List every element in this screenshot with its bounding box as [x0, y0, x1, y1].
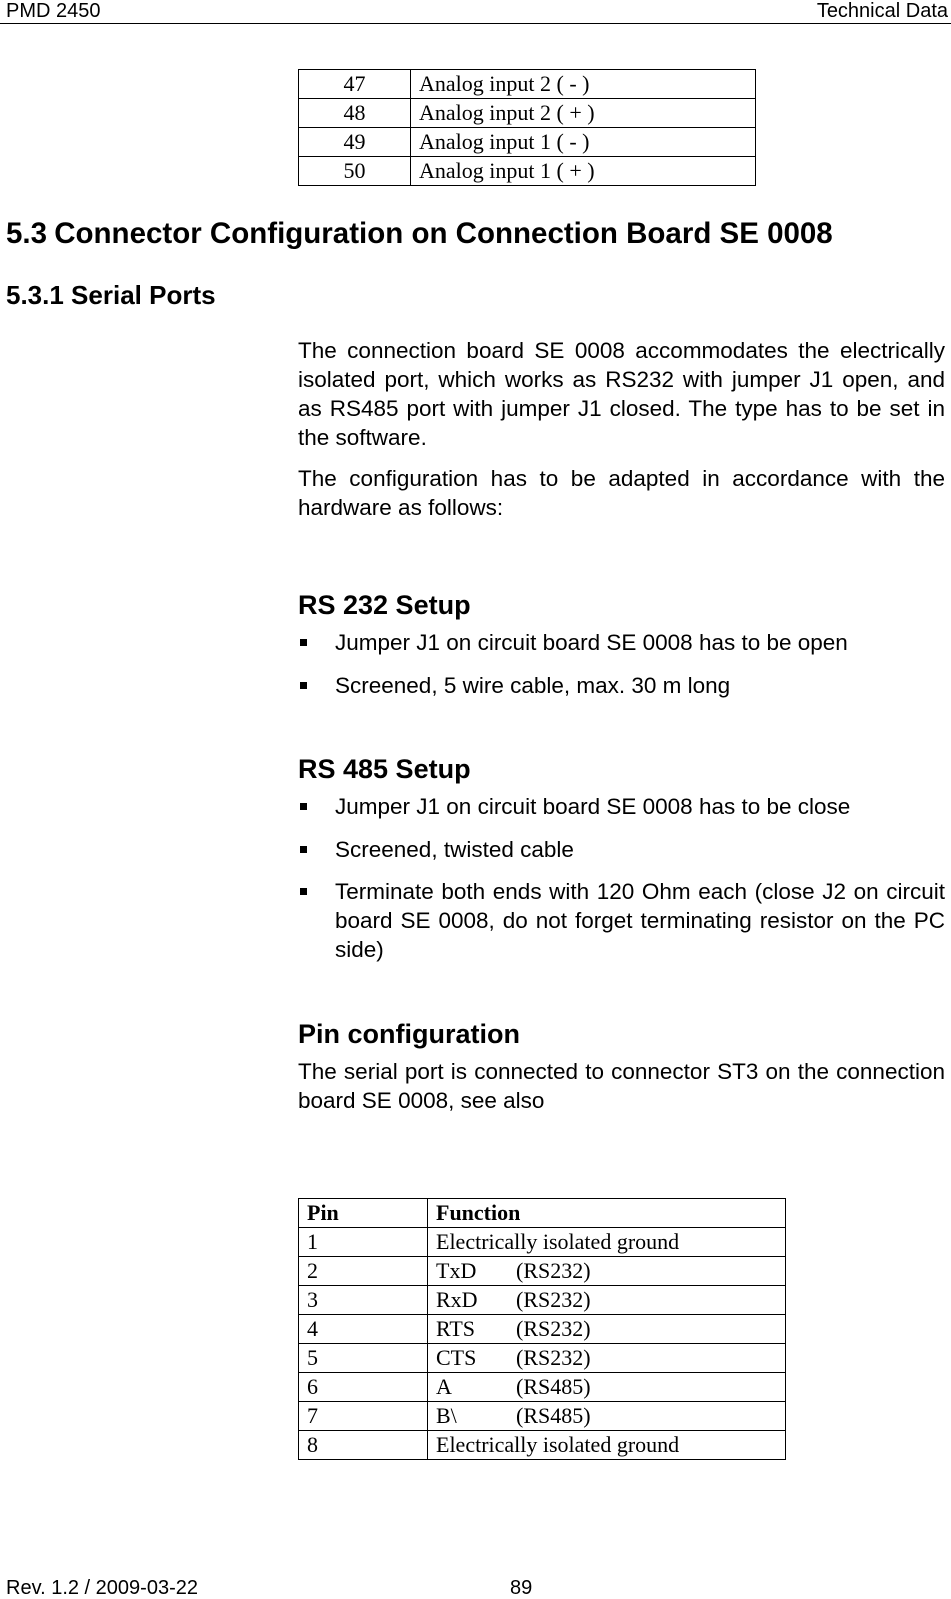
header-section-title: Technical Data	[816, 0, 948, 22]
intro-paragraph: The connection board SE 0008 accommodates the electrically isolated port, which works as RS232 with jumper J1 open, and as RS485 port with jumper J1 closed. The type has to be set in the software.	[298, 338, 945, 450]
square-bullet-icon	[300, 803, 307, 810]
pin-cell: 49	[299, 128, 411, 157]
function-cell	[428, 1228, 786, 1257]
signal-name: Electrically isolated ground	[436, 1229, 680, 1254]
analog-input-table-body	[299, 70, 756, 186]
rs485-setup-heading: RS 485 Setup	[298, 754, 471, 784]
footer-page-number: 89	[510, 1577, 533, 1599]
pin-configuration-table-body	[299, 1228, 786, 1460]
list-item-text: Terminate both ends with 120 Ohm each (close J2 on circuit board SE 0008, do not forget terminating resistor on the PC side)	[335, 879, 945, 962]
config-paragraph: The configuration has to be adapted in accordance with the hardware as follows:	[298, 466, 945, 520]
table-row	[299, 1344, 786, 1373]
function-cell	[428, 1431, 786, 1460]
function-cell	[428, 1257, 786, 1286]
signal-name: TxD	[436, 1258, 477, 1283]
signal-name: RTS	[436, 1316, 476, 1341]
signal-name: RxD	[436, 1287, 478, 1312]
list-item-text: Jumper J1 on circuit board SE 0008 has to be close	[335, 794, 851, 819]
table-row	[299, 157, 756, 186]
square-bullet-icon	[300, 846, 307, 853]
signal-standard: (RS485)	[516, 1374, 591, 1399]
function-cell	[428, 1286, 786, 1315]
table-row	[299, 1257, 786, 1286]
table-row	[299, 1402, 786, 1431]
subsection-heading: 5.3.1 Serial Ports	[6, 280, 216, 310]
signal-standard: (RS485)	[516, 1403, 591, 1428]
table-header-row	[299, 1199, 786, 1228]
list-item-text: Screened, twisted cable	[335, 837, 574, 862]
table-row	[299, 1286, 786, 1315]
list-item	[298, 877, 945, 967]
pin-cell: 7	[299, 1402, 428, 1431]
function-cell	[428, 1315, 786, 1344]
list-item	[298, 792, 945, 822]
footer-revision: Rev. 1.2 / 2009-03-22	[6, 1577, 198, 1599]
function-cell	[428, 1402, 786, 1431]
table-row	[299, 128, 756, 157]
analog-input-table	[298, 69, 756, 186]
header-divider	[0, 23, 951, 24]
section-number: 5.3	[6, 217, 48, 250]
header-doc-title: PMD 2450	[6, 0, 101, 22]
table-row	[299, 1228, 786, 1257]
list-item-text: Jumper J1 on circuit board SE 0008 has to be open	[335, 630, 848, 655]
pin-cell: 6	[299, 1373, 428, 1402]
signal-standard: (RS232)	[516, 1316, 591, 1341]
function-cell: Analog input 1 ( + )	[411, 157, 756, 186]
rs232-setup-heading: RS 232 Setup	[298, 590, 471, 620]
table-row	[299, 99, 756, 128]
signal-standard: (RS232)	[516, 1287, 591, 1312]
list-item-text: Screened, 5 wire cable, max. 30 m long	[335, 673, 731, 698]
list-item	[298, 671, 945, 701]
signal-name: A	[436, 1374, 452, 1399]
list-item	[298, 628, 945, 658]
pin-cell: 5	[299, 1344, 428, 1373]
pin-cell: 48	[299, 99, 411, 128]
pin-cell: 50	[299, 157, 411, 186]
square-bullet-icon	[300, 682, 307, 689]
pin-cell: 2	[299, 1257, 428, 1286]
function-cell	[428, 1344, 786, 1373]
signal-name: CTS	[436, 1345, 477, 1370]
pin-cell: 8	[299, 1431, 428, 1460]
table-row	[299, 1373, 786, 1402]
section-title: Connector Configuration on Connection Board SE 0008	[54, 217, 833, 250]
table-row	[299, 1315, 786, 1344]
square-bullet-icon	[300, 888, 307, 895]
signal-standard: (RS232)	[516, 1345, 591, 1370]
function-cell: Analog input 2 ( + )	[411, 99, 756, 128]
column-header-pin: Pin	[299, 1199, 428, 1228]
signal-standard: (RS232)	[516, 1258, 591, 1283]
function-cell: Analog input 2 ( - )	[411, 70, 756, 99]
table-row	[299, 70, 756, 99]
pin-cell: 3	[299, 1286, 428, 1315]
table-row	[299, 1431, 786, 1460]
signal-name: B\	[436, 1403, 457, 1428]
pin-cell: 1	[299, 1228, 428, 1257]
list-item	[298, 835, 945, 865]
column-header-function: Function	[428, 1199, 786, 1228]
pin-configuration-table	[298, 1198, 786, 1460]
pin-intro-paragraph: The serial port is connected to connector ST3 on the connection board SE 0008, see also	[298, 1059, 945, 1113]
pin-cell: 4	[299, 1315, 428, 1344]
square-bullet-icon	[300, 639, 307, 646]
pin-cell: 47	[299, 70, 411, 99]
function-cell	[428, 1373, 786, 1402]
pin-configuration-heading: Pin configuration	[298, 1019, 520, 1049]
section-heading	[6, 217, 833, 251]
signal-name: Electrically isolated ground	[436, 1432, 680, 1457]
function-cell: Analog input 1 ( - )	[411, 128, 756, 157]
